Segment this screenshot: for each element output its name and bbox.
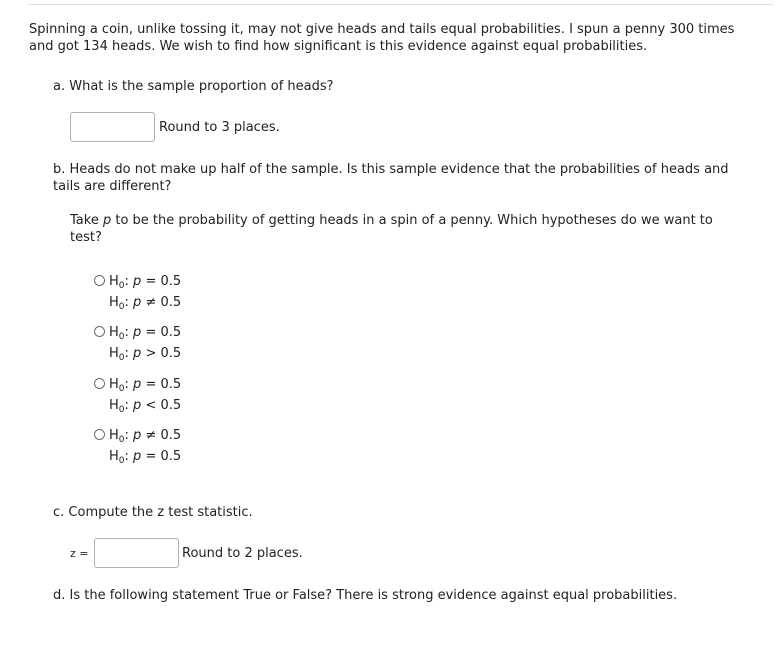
z-statistic-input[interactable] (94, 538, 179, 568)
part-d-question: d. Is the following statement True or False? There is strong evidence against equal probabilities. (53, 588, 678, 603)
part-b-question: b. Heads do not make up half of the sample. Is this sample evidence that the probabilities of heads and tails are different? (53, 162, 729, 194)
instruction-pre: Take (70, 213, 103, 228)
null-hypothesis: $H_0$: p = 0.5 (109, 325, 182, 342)
radio-button[interactable] (94, 378, 105, 389)
null-hypothesis: $H_0$: p = 0.5 (109, 377, 182, 394)
part-a-question: a. What is the sample proportion of heads? (53, 79, 334, 94)
top-divider (28, 4, 773, 5)
alt-hypothesis: $H_0$: p > 0.5 (109, 346, 182, 363)
sample-proportion-input[interactable] (70, 112, 155, 142)
alt-hypothesis: $H_0$: p ≠ 0.5 (109, 295, 182, 312)
instruction-post: to be the probability of getting heads in a spin of a penny. Which hypotheses do we want to test? (70, 213, 713, 245)
part-c-hint: Round to 2 places. (182, 546, 303, 561)
instruction-var: p (102, 213, 112, 228)
radio-button[interactable] (94, 275, 105, 286)
radio-button[interactable] (94, 326, 105, 337)
null-hypothesis: $H_0$: p ≠ 0.5 (109, 428, 182, 445)
problem-intro: Spinning a coin, unlike tossing it, may not give heads and tails equal probabilities. I spun a penny 300 times and got 134 heads. We wish to find how significant is this evidence against equal probabilities. (29, 22, 735, 54)
part-b-instruction (70, 212, 740, 246)
part-a-hint: Round to 3 places. (159, 120, 280, 135)
null-hypothesis: $H_0$: p = 0.5 (109, 274, 182, 291)
radio-button[interactable] (94, 429, 105, 440)
part-c-question: c. Compute the z test statistic. (53, 505, 253, 520)
alt-hypothesis: $H_0$: p < 0.5 (109, 398, 182, 415)
alt-hypothesis: $H_0$: p = 0.5 (109, 449, 182, 466)
z-label: z = (70, 547, 89, 560)
